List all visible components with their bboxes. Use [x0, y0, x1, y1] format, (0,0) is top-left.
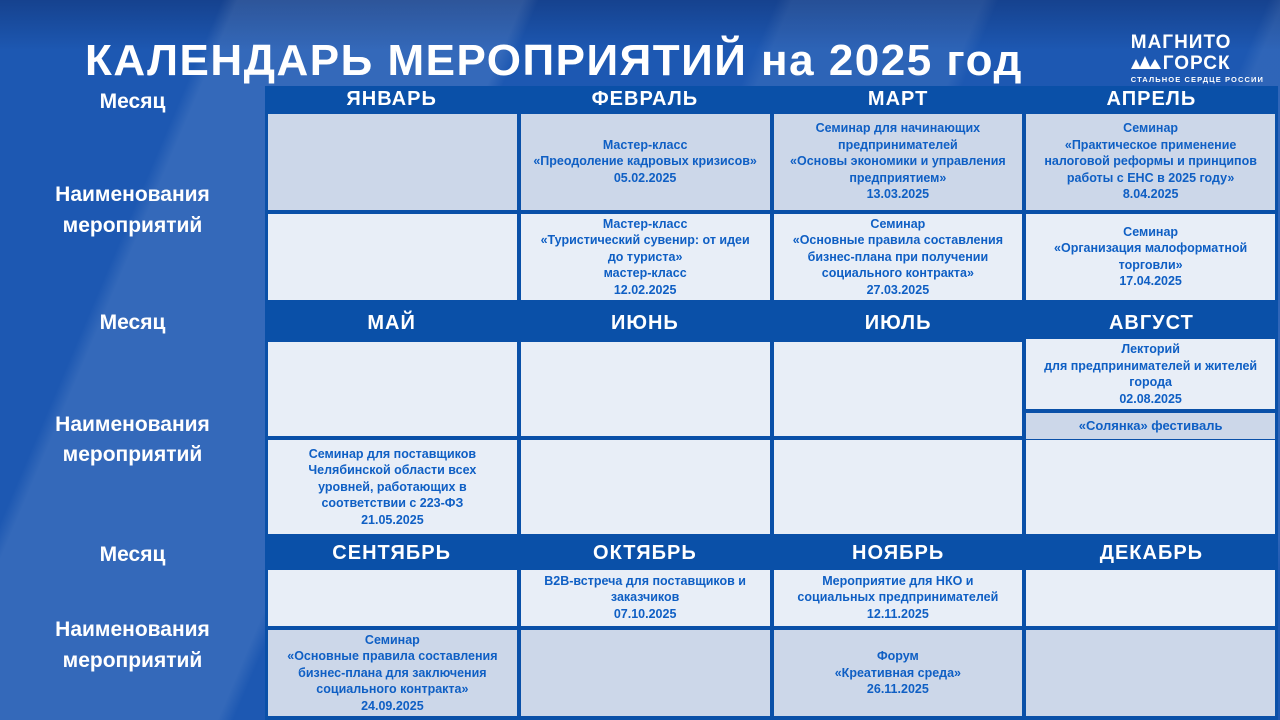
month-header-row: [265, 538, 1278, 570]
month-label: Месяц: [99, 311, 166, 334]
event-cell: [774, 440, 1023, 534]
event-cell: [521, 342, 770, 436]
events-label: Наименования мероприятий: [55, 412, 210, 466]
event-cell: Семинар «Практическое применение налоговой реформы и принципов работы с ЕНС в 2025 году» 8.04.2025: [1026, 114, 1275, 210]
month-header: СЕНТЯБРЬ: [332, 542, 451, 565]
calendar-section: [0, 86, 1280, 304]
event-cell: [1026, 630, 1275, 717]
event-rows: [265, 114, 1278, 305]
month-header: АПРЕЛЬ: [1106, 88, 1197, 111]
event-cell: [268, 114, 517, 210]
section-table: [265, 538, 1278, 720]
month-header: ФЕВРАЛЬ: [591, 88, 699, 111]
event-cell: Семинар «Основные правила составления бизнес-плана для заключения социального контракта» 24.09.2025: [268, 630, 517, 717]
event-cell: Семинар «Основные правила составления бизнес-плана при получении социального контракта» 27.03.2025: [774, 214, 1023, 301]
event-cell: Семинар «Организация малоформатной торговли» 17.04.2025: [1026, 214, 1275, 301]
section-table: [265, 304, 1278, 538]
mountains-icon: [1131, 54, 1161, 73]
event-cell: [1026, 440, 1275, 534]
event-cell: [268, 342, 517, 436]
event-subcell: «Солянка» фестиваль: [1026, 413, 1275, 439]
event-rows: [265, 570, 1278, 720]
month-header: МАЙ: [367, 311, 416, 334]
section-side-labels: [0, 538, 265, 720]
event-cell: [268, 214, 517, 301]
event-cell: Мастер-класс «Преодоление кадровых кризисов» 05.02.2025: [521, 114, 770, 210]
month-header-row: [265, 304, 1278, 342]
event-rows: [265, 342, 1278, 538]
month-label: Месяц: [99, 542, 166, 566]
section-side-labels: [0, 86, 265, 304]
month-header: ИЮНЬ: [610, 311, 679, 334]
event-subcell: Лекторий для предпринимателей и жителей города 02.08.2025: [1026, 339, 1275, 409]
month-header: ДЕКАБРЬ: [1099, 542, 1204, 565]
month-header: МАРТ: [867, 88, 929, 111]
calendar-section: [0, 538, 1280, 720]
section-table: [265, 86, 1278, 304]
event-cell: Мастер-класс «Туристический сувенир: от идеи до туриста» мастер-класс 12.02.2025: [521, 214, 770, 301]
event-cell: Семинар для поставщиков Челябинской области всех уровней, работающих в соответствии с 223-ФЗ 21.05.2025: [268, 440, 517, 534]
section-side-labels: [0, 304, 265, 538]
month-header-row: [265, 86, 1278, 114]
logo-line2: [1131, 54, 1264, 73]
logo-line1: МАГНИТО: [1130, 32, 1232, 53]
logo: [1131, 33, 1264, 84]
event-cell: [1026, 570, 1275, 626]
event-cell: [521, 630, 770, 717]
events-label: Наименования мероприятий: [55, 618, 210, 672]
event-cell: [521, 440, 770, 534]
month-header: ЯНВАРЬ: [346, 88, 437, 111]
month-label: Месяц: [99, 89, 166, 113]
event-cell: [1026, 342, 1275, 436]
month-header: ОКТЯБРЬ: [593, 542, 697, 565]
events-label: Наименования мероприятий: [55, 183, 210, 237]
event-cell: Мероприятие для НКО и социальных предпринимателей 12.11.2025: [774, 570, 1023, 626]
logo-line2-text: ГОРСК: [1162, 53, 1231, 74]
calendar-section: [0, 304, 1280, 538]
event-cell: B2B-встреча для поставщиков и заказчиков 07.10.2025: [521, 570, 770, 626]
event-cell: Форум «Креативная среда» 26.11.2025: [774, 630, 1023, 717]
event-cell: [268, 570, 517, 626]
logo-tagline: СТАЛЬНОЕ СЕРДЦЕ РОССИИ: [1130, 75, 1264, 84]
event-cell: [774, 342, 1023, 436]
month-header: НОЯБРЬ: [852, 542, 945, 565]
event-cell: Семинар для начинающих предпринимателей «Основы экономики и управления предприятием» 13.03.2025: [774, 114, 1023, 210]
month-header: ИЮЛЬ: [864, 311, 932, 334]
month-header: АВГУСТ: [1108, 311, 1194, 334]
page-title: КАЛЕНДАРЬ МЕРОПРИЯТИЙ на 2025 год: [85, 36, 1023, 85]
